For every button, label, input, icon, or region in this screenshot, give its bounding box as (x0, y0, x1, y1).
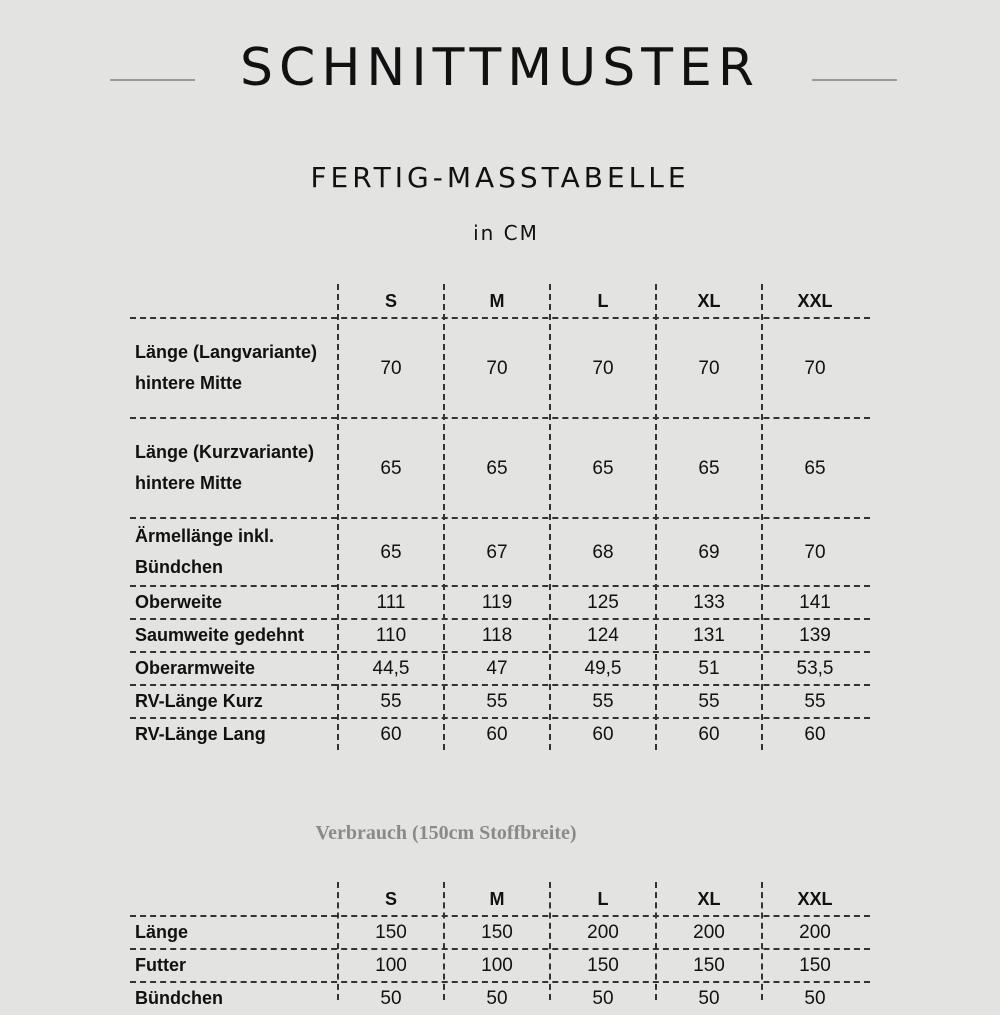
row-label: Oberweite (135, 592, 223, 612)
row-divider (130, 618, 870, 620)
row-divider (130, 915, 870, 917)
value-cell: 118 (481, 625, 513, 646)
value-cell: 139 (799, 625, 831, 646)
value-cell: 50 (804, 988, 826, 1009)
row-divider (130, 717, 870, 719)
value-cell: 47 (486, 658, 508, 679)
value-cell: 150 (587, 955, 619, 976)
value-cell: 50 (380, 988, 402, 1009)
value-cell: 50 (486, 988, 508, 1009)
size-header: M (489, 888, 505, 909)
row-divider (130, 585, 870, 587)
row-divider (130, 651, 870, 653)
size-header: XXL (797, 290, 833, 311)
table-title: FERTIG-MASSTABELLE (310, 161, 690, 194)
table-row (130, 718, 870, 750)
table-row (130, 518, 870, 586)
table-row (130, 619, 870, 652)
value-cell: 150 (375, 922, 407, 943)
value-cell: 110 (375, 625, 407, 646)
value-cell: 150 (693, 955, 725, 976)
size-header: S (384, 888, 397, 909)
row-divider (130, 981, 870, 983)
value-cell: 49,5 (584, 658, 622, 679)
row-divider (130, 317, 870, 319)
row-label: Länge (Langvariante) hintere Mitte (135, 342, 318, 393)
value-cell: 65 (804, 457, 826, 479)
page-header (0, 36, 1000, 106)
value-cell: 65 (486, 457, 508, 479)
row-divider (130, 417, 870, 419)
table-row (130, 949, 870, 982)
value-cell: 55 (804, 691, 826, 712)
value-cell: 100 (375, 955, 407, 976)
value-cell: 60 (804, 723, 826, 745)
row-divider (130, 948, 870, 950)
value-cell: 50 (698, 988, 720, 1009)
value-cell: 67 (486, 541, 508, 563)
column-divider (761, 882, 763, 1000)
value-cell: 119 (481, 592, 513, 613)
row-label: Oberarmweite (135, 658, 256, 678)
value-cell: 70 (486, 357, 508, 379)
value-cell: 60 (698, 723, 720, 745)
value-cell: 65 (698, 457, 720, 479)
size-header: XXL (797, 888, 833, 909)
page-title: SCHNITTMUSTER (240, 38, 760, 98)
value-cell: 70 (804, 357, 826, 379)
value-cell: 68 (592, 541, 614, 563)
header-rule-right (812, 79, 897, 81)
table-row (130, 685, 870, 718)
value-cell: 65 (380, 457, 402, 479)
value-cell: 53,5 (796, 658, 834, 679)
unit-label: in CM (473, 221, 539, 245)
column-divider (549, 882, 551, 1000)
value-cell: 70 (804, 541, 826, 563)
column-divider (337, 284, 339, 750)
value-cell: 55 (380, 691, 402, 712)
value-cell: 65 (380, 541, 402, 563)
measurement-table (130, 284, 870, 750)
value-cell: 150 (481, 922, 513, 943)
column-divider (549, 284, 551, 750)
table-row (130, 586, 870, 619)
size-header-row (130, 284, 870, 318)
value-cell: 55 (486, 691, 508, 712)
value-cell: 55 (592, 691, 614, 712)
row-divider (130, 517, 870, 519)
value-cell: 200 (693, 922, 725, 943)
value-cell: 70 (698, 357, 720, 379)
value-cell: 60 (486, 723, 508, 745)
table-row (130, 652, 870, 685)
value-cell: 200 (587, 922, 619, 943)
column-divider (337, 882, 339, 1000)
value-cell: 133 (693, 592, 725, 613)
value-cell: 60 (380, 723, 402, 745)
value-cell: 65 (592, 457, 614, 479)
consumption-table (130, 882, 870, 1009)
row-label: RV-Länge Lang (135, 723, 266, 744)
value-cell: 124 (587, 625, 619, 646)
row-label: Futter (135, 955, 186, 975)
table-row (130, 318, 870, 418)
value-cell: 70 (592, 357, 614, 379)
value-cell: 131 (693, 625, 725, 646)
size-header: M (489, 290, 505, 311)
column-divider (443, 284, 445, 750)
value-cell: 60 (592, 723, 614, 745)
size-header-row (130, 882, 870, 916)
table-row (130, 418, 870, 518)
row-label: Ärmellänge inkl. Bündchen (135, 526, 275, 577)
value-cell: 125 (587, 592, 619, 613)
value-cell: 141 (799, 592, 831, 613)
size-header: L (597, 290, 609, 311)
value-cell: 200 (799, 922, 831, 943)
column-divider (655, 882, 657, 1000)
row-label: Länge (Kurzvariante) hintere Mitte (135, 442, 315, 493)
column-divider (761, 284, 763, 750)
value-cell: 44,5 (372, 658, 410, 679)
table-row (130, 916, 870, 949)
consumption-title: Verbrauch (150cm Stoffbreite) (315, 822, 577, 844)
table-row (130, 982, 870, 1015)
column-divider (655, 284, 657, 750)
row-label: RV-Länge Kurz (135, 691, 263, 711)
value-cell: 100 (481, 955, 513, 976)
value-cell: 70 (380, 357, 402, 379)
row-divider (130, 684, 870, 686)
size-header: L (597, 888, 609, 909)
value-cell: 150 (799, 955, 831, 976)
size-header: S (384, 290, 397, 311)
size-header: XL (697, 888, 721, 909)
value-cell: 69 (698, 541, 720, 563)
row-label: Bündchen (135, 988, 223, 1008)
value-cell: 111 (376, 592, 406, 613)
row-label: Länge (135, 922, 189, 942)
value-cell: 50 (592, 988, 614, 1009)
value-cell: 55 (698, 691, 720, 712)
value-cell: 51 (698, 658, 720, 679)
column-divider (443, 882, 445, 1000)
row-label: Saumweite gedehnt (135, 625, 305, 645)
size-header: XL (697, 290, 721, 311)
